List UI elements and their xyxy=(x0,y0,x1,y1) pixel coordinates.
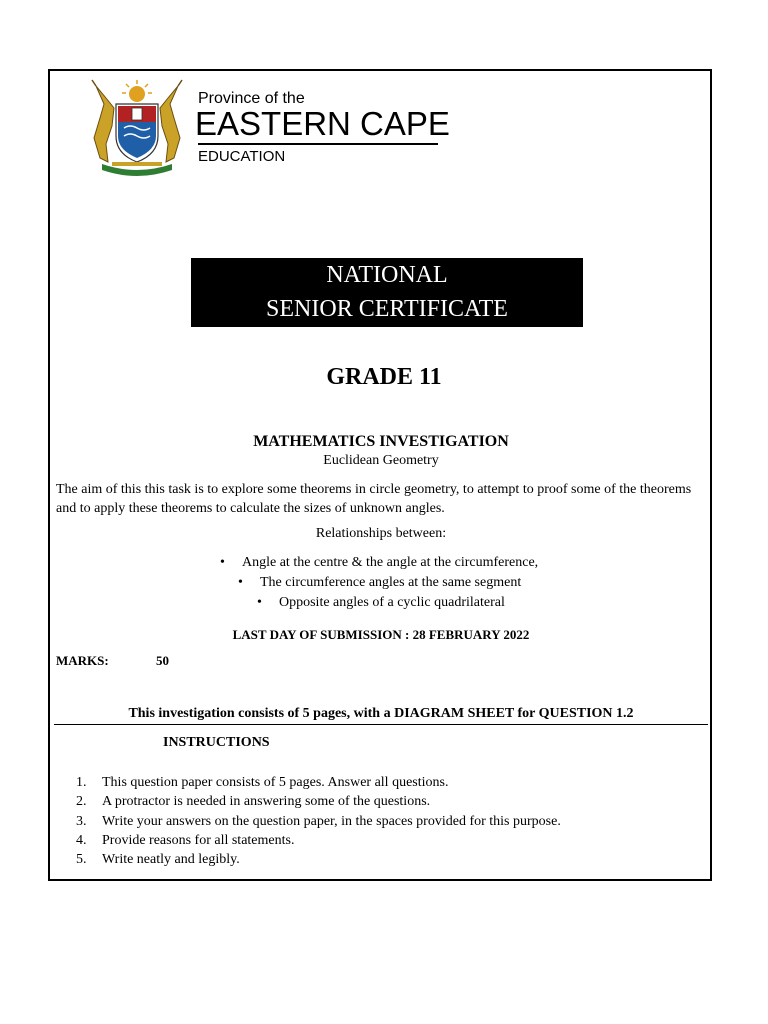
logo-divider xyxy=(198,143,438,145)
logo-eastern-cape-text: EASTERN CAPE xyxy=(195,105,450,142)
instruction-item: 2. A protractor is needed in answering some of the questions. xyxy=(76,794,431,810)
submission-deadline: LAST DAY OF SUBMISSION : 28 FEBRUARY 2022 xyxy=(232,627,530,642)
aim-paragraph: The aim of this this task is to explore some theorems in circle geometry, to attempt to proof some of the theorems and to apply these theorems to calculate the sizes of unknown angles. xyxy=(56,482,692,516)
bullet-icon: • xyxy=(257,595,262,610)
marks-label: MARKS: xyxy=(56,653,109,668)
page-border xyxy=(48,69,712,881)
section-divider xyxy=(54,724,708,725)
relationships-heading: Relationships between: xyxy=(315,526,447,541)
marks-value: 50 xyxy=(156,653,169,668)
banner-line-senior-certificate: SENIOR CERTIFICATE xyxy=(266,296,508,322)
instructions-list xyxy=(76,773,561,869)
instruction-item: 5. Write neatly and legibly. xyxy=(76,852,240,868)
subject-heading: MATHEMATICS INVESTIGATION xyxy=(253,433,509,450)
banner-line-national: NATIONAL xyxy=(326,262,448,288)
relationship-item: • Opposite angles of a cyclic quadrilateral xyxy=(257,595,505,610)
relationship-item: • Angle at the centre & the angle at the circumference, xyxy=(220,555,539,570)
logo-education-text: EDUCATION xyxy=(198,148,286,165)
bullet-icon: • xyxy=(238,575,243,590)
coat-of-arms-icon xyxy=(78,78,196,178)
instruction-item: 3. Write your answers on the question paper, in the spaces provided for this purpose. xyxy=(76,813,561,829)
topic-subheading: Euclidean Geometry xyxy=(323,453,439,468)
bullet-icon: • xyxy=(220,555,225,570)
grade-heading: GRADE 11 xyxy=(326,364,442,390)
instructions-heading: INSTRUCTIONS xyxy=(163,735,270,750)
logo-province-text: Province of the xyxy=(198,90,305,107)
page-count-note: This investigation consists of 5 pages, with a DIAGRAM SHEET for QUESTION 1.2 xyxy=(128,706,634,721)
instruction-item: 1. This question paper consists of 5 pages. Answer all questions. xyxy=(76,775,449,790)
relationship-item: • The circumference angles at the same segment xyxy=(238,575,522,590)
title-banner xyxy=(191,258,583,327)
instruction-item: 4. Provide reasons for all statements. xyxy=(76,832,295,848)
